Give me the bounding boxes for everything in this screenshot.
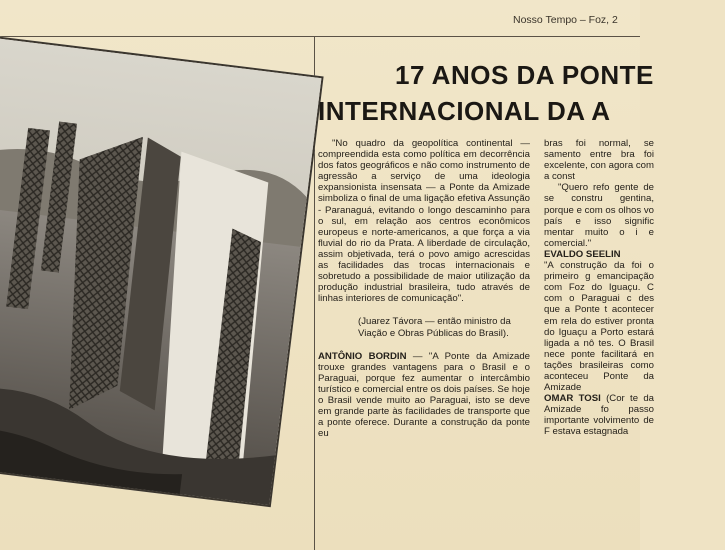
bridge-photo-wrap bbox=[0, 50, 320, 510]
bridge-photo-image bbox=[0, 37, 321, 505]
bordin-name: ANTÔNIO BORDIN bbox=[318, 350, 407, 362]
article-column-right bbox=[544, 138, 654, 438]
top-rule bbox=[0, 36, 640, 37]
colB-paragraph-2: "Quero refo gente de se constru gentina, porque e com os olhos vo país e isso signific mentar muito o i e comercial." bbox=[544, 182, 654, 249]
bordin-paragraph bbox=[318, 351, 530, 440]
opening-quote: "No quadro da geopolítica continental — compreendida esta como política em decorrência dos fatos geográficos e não como instrumento de agressão a serviço de uma ideologia expansionista insensata — a Ponte da Amizade simboliza o final de uma ligação efetiva Assunção - Paranaguá, evitando o longo descaminho para o sul, em relação aos centros econômicos europeus e norte-americanos, a que força a via fluvial do rio da Prata. A liberdade de circulação, assim objetivada, terá o povo amigo acrescidas as facilidades das trocas internacionais e sobretudo a possibilidade de maior utilização da produção industrial brasileira, tudo através de linhas interiores de comunicação". bbox=[318, 138, 530, 305]
headline-line-1: 17 ANOS DA PONTE bbox=[395, 60, 654, 90]
headline-line-2: INTERNACIONAL DA A bbox=[318, 96, 611, 126]
tosi-text: (Cor te da Amizade fo passo importante volvimento de F estava estagnada bbox=[544, 393, 654, 438]
bridge-construction-photo bbox=[0, 35, 324, 508]
article-column-left bbox=[318, 138, 530, 439]
running-head: Nosso Tempo – Foz, 2 bbox=[513, 14, 618, 26]
tosi-name: OMAR TOSI bbox=[544, 393, 601, 405]
tosi-paragraph bbox=[544, 393, 654, 437]
quote-attribution: (Juarez Távora — então ministro da Viação e Obras Públicas do Brasil). bbox=[358, 316, 511, 339]
colB-paragraph-3: "A construção da foi o primeiro g emancipação com Foz do Iguaçu. C com o Paraguai c des que a Ponte t acontecer em rela do estiver pronta do Iguaçu a Porto estará ligada a nô tes. O Brasil nece ponte facilitará en tações brasileiras como aconteceu Ponte da Amizade bbox=[544, 260, 654, 394]
bordin-text: — "A Ponte da Amizade trouxe grandes vantagens para o Brasil e o Paraguai, porque fez aumentar o intercâmbio turístico e comercial entre os dois países. Se hoje o Brasil vende muito ao Paraguai, isto se deve em grande parte às facilidades de transporte que a ponte oferece. Durante a construção da ponte eu bbox=[318, 350, 530, 440]
colB-paragraph-1: bras foi normal, se samento entre bra foi excelente, con agora com a const bbox=[544, 138, 654, 183]
seelin-name: EVALDO SEELIN bbox=[544, 248, 621, 260]
